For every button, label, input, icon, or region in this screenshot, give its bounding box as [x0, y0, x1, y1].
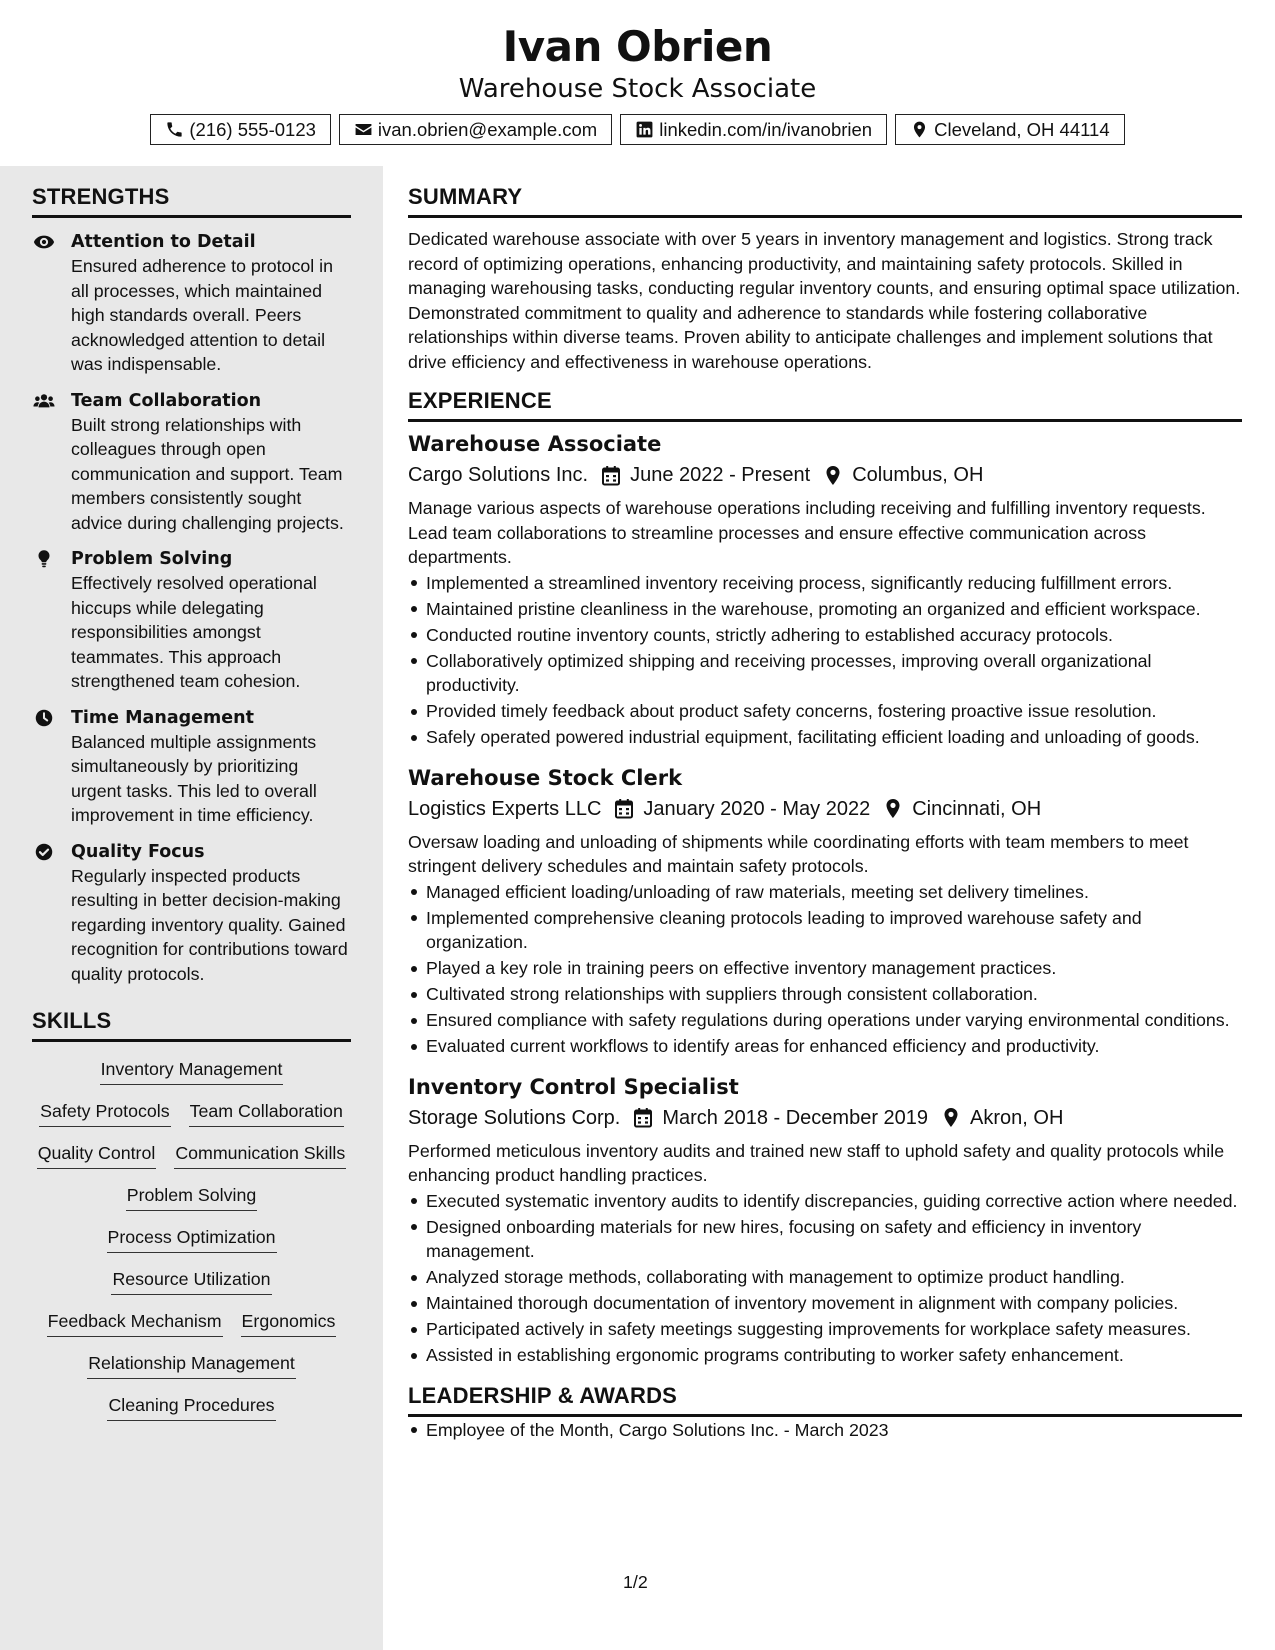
strength-item: [32, 706, 351, 828]
job-bullet: Participated actively in safety meetings suggesting improvements for workplace safety measures.: [408, 1317, 1242, 1342]
job-bullet: Designed onboarding materials for new hires, focusing on safety and efficiency in inventory management.: [408, 1215, 1242, 1264]
job-company: Cargo Solutions Inc.: [408, 464, 589, 486]
lightbulb-icon: [33, 549, 55, 569]
job-location: Columbus, OH: [852, 464, 984, 486]
eye-icon: [33, 232, 55, 252]
location-pin-icon: [910, 120, 929, 139]
job-company: Logistics Experts LLC: [408, 797, 602, 820]
job-bullets: [408, 880, 1242, 1059]
location-pin-icon: [883, 798, 903, 819]
job-bullet: Executed systematic inventory audits to identify discrepancies, guiding corrective action where needed.: [408, 1189, 1242, 1214]
strength-description: Effectively resolved operational hiccups while delegating responsibilities amongst teammates. This approach strengthened team cohesion.: [71, 573, 317, 691]
skill-tag: Feedback Mechanism: [47, 1308, 223, 1337]
job-description: Oversaw loading and unloading of shipments while coordinating efforts with team members to meet stringent delivery schedules and maintain safety protocols.: [408, 831, 1189, 876]
leadership-item: Employee of the Month, Cargo Solutions Inc. - March 2023: [408, 1418, 1242, 1443]
job-bullet: Evaluated current workflows to identify areas for enhanced efficiency and productivity.: [408, 1034, 1242, 1059]
location-pin-icon: [941, 1107, 961, 1128]
calendar-icon: [633, 1107, 653, 1128]
strength-name: Team Collaboration: [71, 390, 262, 411]
job-entry: [408, 764, 1242, 1059]
strength-description: Ensured adherence to protocol in all processes, which maintained high standards overall. Peers acknowledged attention to detail was indispensable.: [71, 256, 333, 374]
job-bullet: Maintained pristine cleanliness in the warehouse, promoting an organized and efficient workspace.: [408, 597, 1242, 622]
job-bullet: Collaboratively optimized shipping and receiving processes, improving overall organizational productivity.: [408, 649, 1242, 698]
check-circle-icon: [33, 842, 55, 862]
job-description: Manage various aspects of warehouse operations including receiving and fulfilling inventory requests. Lead team collaborations to streamline processes and ensure effective communication across departments.: [408, 498, 1206, 567]
job-bullet: Implemented comprehensive cleaning protocols leading to improved warehouse safety and organization.: [408, 906, 1242, 955]
skill-tag: Cleaning Procedures: [107, 1392, 275, 1421]
job-bullet: Assisted in establishing ergonomic programs contributing to worker safety enhancement.: [408, 1343, 1242, 1368]
skill-tag: Resource Utilization: [111, 1266, 271, 1295]
linkedin-text: linkedin.com/in/ivanobrien: [659, 118, 873, 140]
leadership-list: [408, 1418, 1242, 1443]
job-meta: [408, 794, 1242, 824]
location-text: Cleveland, OH 44114: [934, 118, 1110, 140]
job-bullets: [408, 571, 1242, 750]
job-bullet: Implemented a streamlined inventory receiving process, significantly reducing fulfillment errors.: [408, 571, 1242, 596]
location-pin-icon: [823, 465, 843, 486]
job-location: Cincinnati, OH: [912, 797, 1042, 820]
strength-description: Built strong relationships with colleagues through open communication and support. Team members consistently sought advice during challenging projects.: [71, 414, 344, 533]
strength-name: Time Management: [71, 707, 254, 728]
calendar-icon: [601, 465, 621, 486]
skill-tag: Ergonomics: [241, 1308, 337, 1337]
skill-tag: Inventory Management: [100, 1056, 284, 1085]
skill-tag: Problem Solving: [126, 1182, 257, 1211]
job-dates: March 2018 - December 2019: [662, 1106, 929, 1129]
page-number: 1/2: [623, 1572, 648, 1592]
contact-linkedin[interactable]: [620, 114, 887, 145]
job-description: Performed meticulous inventory audits and trained new staff to uphold safety and quality protocols while enhancing product handling practices.: [408, 1140, 1225, 1185]
job-meta: [408, 460, 1242, 490]
skill-tag: Safety Protocols: [39, 1098, 170, 1127]
strength-item: [32, 547, 351, 694]
email-text: ivan.obrien@example.com: [377, 118, 598, 140]
skill-tag: Process Optimization: [107, 1224, 277, 1253]
job-dates: June 2022 - Present: [630, 464, 811, 486]
job-bullet: Cultivated strong relationships with suppliers through consistent collaboration.: [408, 982, 1242, 1007]
users-icon: [33, 391, 55, 411]
skill-tag: Quality Control: [37, 1140, 157, 1169]
summary-heading: SUMMARY: [408, 184, 1242, 218]
job-bullet: Maintained thorough documentation of inventory movement in alignment with company policies.: [408, 1291, 1242, 1316]
linkedin-icon: [635, 120, 654, 139]
resume-header: [0, 0, 1275, 166]
clock-icon: [33, 708, 55, 728]
job-title: Warehouse Stock Associate: [458, 74, 817, 104]
job-bullet: Provided timely feedback about product safety concerns, fostering proactive issue resolution.: [408, 699, 1242, 724]
strengths-heading: STRENGTHS: [32, 184, 351, 218]
job-bullets: [408, 1189, 1242, 1368]
job-dates: January 2020 - May 2022: [643, 797, 871, 820]
main-column: [383, 166, 1275, 1650]
strength-name: Problem Solving: [71, 549, 233, 569]
candidate-name: Ivan Obrien: [502, 22, 773, 71]
strength-item: [32, 840, 351, 987]
contact-bar: [0, 114, 1275, 145]
job-bullet: Ensured compliance with safety regulations during operations under varying environmental conditions.: [408, 1008, 1242, 1033]
skill-tag: Communication Skills: [174, 1140, 346, 1169]
strength-item: [32, 389, 351, 536]
job-bullet: Analyzed storage methods, collaborating with management to optimize product handling.: [408, 1265, 1242, 1290]
sidebar-content: [32, 184, 351, 1421]
job-company: Storage Solutions Corp.: [408, 1106, 621, 1129]
job-bullet: Safely operated powered industrial equipment, facilitating efficient loading and unloading of goods.: [408, 725, 1242, 750]
sidebar: [0, 166, 383, 1650]
job-location: Akron, OH: [970, 1106, 1064, 1129]
contact-phone[interactable]: [150, 114, 331, 145]
skill-tag: Team Collaboration: [189, 1098, 344, 1127]
strength-name: Attention to Detail: [71, 232, 256, 252]
leadership-heading: LEADERSHIP & AWARDS: [408, 1383, 1242, 1417]
contact-location[interactable]: [895, 114, 1125, 145]
summary-text: Dedicated warehouse associate with over 5 years in inventory management and logistics. Strong track record of optimizing operations, enhancing productivity, and maintaining safety protocols. Skilled in managing warehousing tasks, conducting regular inventory counts, and ensuring optimal space utilization. Demonstrated commitment to quality and adherence to standards while fostering collaborative relationships within diverse teams. Proven ability to anticipate challenges and implement solutions that drive efficiency and effectiveness in warehouse operations.: [408, 229, 1241, 372]
job-role: Warehouse Associate: [408, 432, 662, 456]
job-role: Inventory Control Specialist: [408, 1074, 739, 1099]
skills-list: [32, 1056, 351, 1421]
envelope-icon: [354, 120, 373, 139]
job-entry: [408, 430, 1242, 750]
strength-item: [32, 230, 351, 377]
job-entry: [408, 1073, 1242, 1368]
job-bullet: Played a key role in training peers on effective inventory management practices.: [408, 956, 1242, 981]
experience-heading: EXPERIENCE: [408, 388, 1242, 422]
job-bullet: Conducted routine inventory counts, strictly adhering to established accuracy protocols.: [408, 623, 1242, 648]
contact-email[interactable]: [339, 114, 612, 145]
phone-text: (216) 555-0123: [189, 118, 316, 140]
calendar-icon: [614, 798, 634, 819]
phone-icon: [165, 120, 184, 139]
job-role: Warehouse Stock Clerk: [408, 765, 683, 790]
strength-description: Balanced multiple assignments simultaneously by prioritizing urgent tasks. This led to overall improvement in time efficiency.: [71, 731, 317, 825]
strength-name: Quality Focus: [71, 841, 205, 862]
job-meta: [408, 1103, 1242, 1133]
skills-heading: SKILLS: [32, 1008, 351, 1042]
main-content: [408, 184, 1242, 1444]
strength-description: Regularly inspected products resulting in better decision-making regarding inventory quality. Gained recognition for contributions toward quality protocols.: [71, 865, 348, 984]
skill-tag: Relationship Management: [87, 1350, 296, 1379]
job-bullet: Managed efficient loading/unloading of raw materials, meeting set delivery timelines.: [408, 880, 1242, 905]
